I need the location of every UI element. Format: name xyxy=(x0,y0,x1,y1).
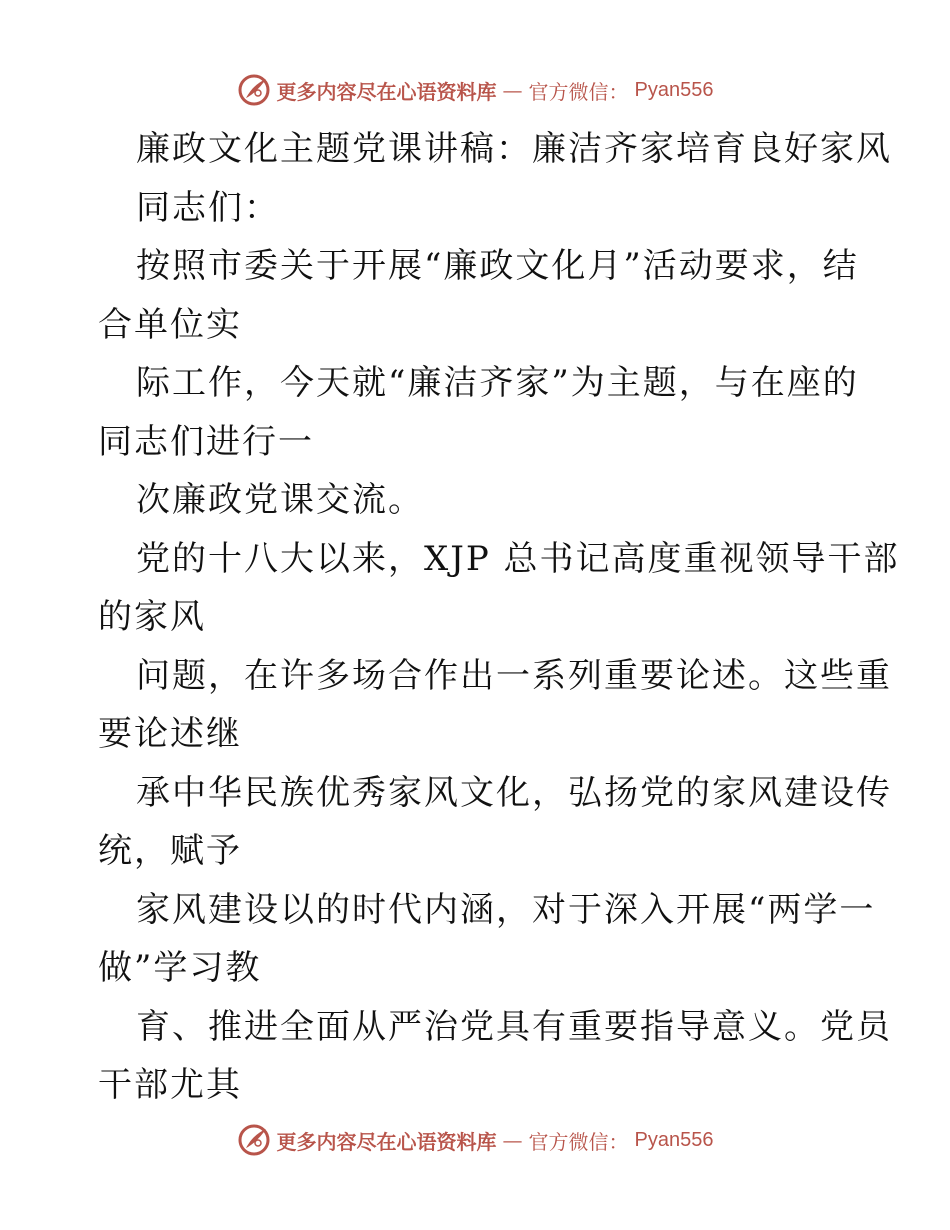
doc-line: 际工作，今天就“廉洁齐家”为主题，与在座的 xyxy=(136,363,859,403)
watermark-separator: — xyxy=(502,1128,523,1152)
doc-line: 家风建设以的时代内涵，对于深入开展“两学一 xyxy=(136,889,876,930)
doc-line: 次廉政党课交流。 xyxy=(136,480,424,520)
doc-title: 廉政文化主题党课讲稿：廉洁齐家培育良好家风 xyxy=(136,129,892,169)
doc-line: 合单位实 xyxy=(98,304,242,345)
doc-line: 的家风 xyxy=(98,597,206,637)
footer-watermark xyxy=(0,1118,950,1162)
quill-logo-icon xyxy=(237,1123,271,1157)
doc-line: 育、推进全面从严治党具有重要指导意义。党员 xyxy=(136,1006,892,1047)
doc-line: 要论述继 xyxy=(98,714,242,754)
watermark-id: Pyan556 xyxy=(634,1128,714,1151)
doc-line: 同志们进行一 xyxy=(98,421,314,462)
watermark-brand: 更多内容尽在心语资料库 xyxy=(276,1129,497,1154)
doc-line: 统，赋予 xyxy=(98,831,242,871)
header-watermark xyxy=(0,68,950,112)
watermark-brand: 更多内容尽在心语资料库 xyxy=(276,79,497,104)
doc-line: 按照市委关于开展“廉政文化月”活动要求，结 xyxy=(136,246,859,286)
doc-line: 干部尤其 xyxy=(98,1065,242,1105)
document-body xyxy=(98,120,900,1115)
watermark-id: Pyan556 xyxy=(634,78,714,101)
quill-logo-icon xyxy=(237,73,271,107)
doc-line: 承中华民族优秀家风文化，弘扬党的家风建设传 xyxy=(136,772,892,813)
watermark-sub: 官方微信： xyxy=(528,1129,629,1154)
doc-line: 做”学习教 xyxy=(98,948,262,988)
doc-line: 同志们： xyxy=(136,187,280,228)
watermark-sub: 官方微信： xyxy=(528,79,629,104)
watermark-separator: — xyxy=(502,78,523,102)
doc-line: 问题，在许多场合作出一系列重要论述。这些重 xyxy=(136,655,892,696)
doc-line: 党的十八大以来，XJP 总书记高度重视领导干部 xyxy=(136,538,900,579)
